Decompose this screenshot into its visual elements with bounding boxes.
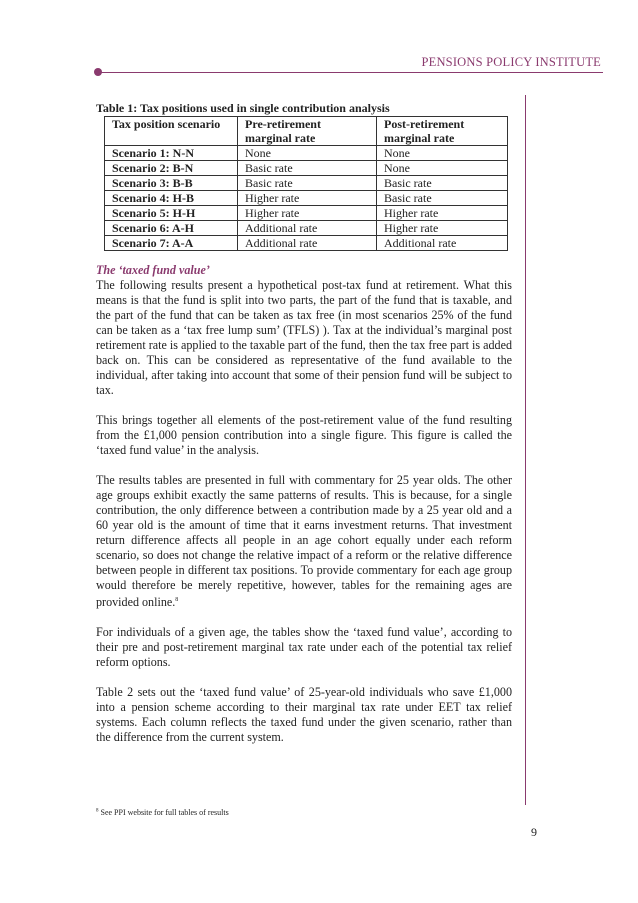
table-row xyxy=(105,161,508,176)
table-row xyxy=(105,206,508,221)
running-header: PENSIONS POLICY INSTITUTE xyxy=(421,55,601,69)
margin-rule xyxy=(525,95,526,805)
footnote xyxy=(96,808,512,817)
page-number: 9 xyxy=(531,825,537,839)
table-row xyxy=(105,176,508,191)
table-cell: None xyxy=(238,146,377,161)
table-row xyxy=(105,221,508,236)
table-cell: Higher rate xyxy=(238,191,377,206)
table-cell: Additional rate xyxy=(238,236,377,251)
table-cell: Scenario 4: H-B xyxy=(105,191,238,206)
header-rule xyxy=(98,72,603,73)
table-cell: None xyxy=(377,161,508,176)
body-paragraph: This brings together all elements of the post-retirement value of the fund resulting from the £1,000 pension contribution into a single figure. This figure is called the ‘taxed fund value’ in the analysis. xyxy=(96,413,512,457)
column-header: Pre-retirement marginal rate xyxy=(238,117,377,146)
main-content xyxy=(96,101,512,760)
column-header: Post-retirement marginal rate xyxy=(377,117,508,146)
table-cell: Basic rate xyxy=(238,161,377,176)
footnote-marker: 8 xyxy=(96,808,99,814)
table-cell: Higher rate xyxy=(377,206,508,221)
table-cell: Basic rate xyxy=(377,176,508,191)
table-cell: Higher rate xyxy=(377,221,508,236)
footnote-text: See PPI website for full tables of results xyxy=(100,808,229,817)
table-row xyxy=(105,191,508,206)
table-cell: Basic rate xyxy=(238,176,377,191)
footnote-reference[interactable]: 8 xyxy=(175,597,179,603)
body-paragraph: For individuals of a given age, the tables show the ‘taxed fund value’, according to their pre and post-retirement marginal tax rate under each of the potential tax relief reform options. xyxy=(96,625,512,670)
table-cell: Scenario 7: A-A xyxy=(105,236,238,251)
column-header: Tax position scenario xyxy=(105,117,238,146)
table-cell: Higher rate xyxy=(238,206,377,221)
table-cell: Scenario 2: B-N xyxy=(105,161,238,176)
table-row xyxy=(105,146,508,161)
section-heading: The ‘taxed fund value’ xyxy=(96,263,210,277)
table-cell: Additional rate xyxy=(377,236,508,251)
table-cell: Scenario 6: A-H xyxy=(105,221,238,236)
table-cell: Scenario 5: H-H xyxy=(105,206,238,221)
tax-positions-table xyxy=(104,116,508,251)
table-cell: Scenario 1: N-N xyxy=(105,146,238,161)
table-caption: Table 1: Tax positions used in single contribution analysis xyxy=(96,101,390,115)
body-paragraph: The following results present a hypothetical post-tax fund at retirement. What this means is that the fund is split into two parts, the part of the fund that is taxable, and the part of the fund that can be taken as tax free (in most scenarios 25% of the fund can be taken as a ‘tax free lump sum’ (TFLS) ). Tax at the individual’s marginal post retirement rate is applied to the taxable part of the fund, then the tax free part is added back on. This can be considered as representative of the fund available to the individual, after taking into account that some of their pension fund will be subject to tax. xyxy=(96,278,512,397)
table-row xyxy=(105,236,508,251)
table-cell: Additional rate xyxy=(238,221,377,236)
table-cell: Basic rate xyxy=(377,191,508,206)
table-cell: Scenario 3: B-B xyxy=(105,176,238,191)
body-paragraph xyxy=(96,473,512,610)
table-header-row xyxy=(105,117,508,146)
paragraph-text: The results tables are presented in full with commentary for 25 year olds. The other age groups exhibit exactly the same patterns of results. This is because, for a single contribution, the only difference between a contribution made by a 25 year old and a 60 year old is the amount of time that it earns investment returns. That investment return difference affects all people in an age cohort equally under each reform scenario, so does not change the relative impact of a reform or the relative difference between people in different tax positions. To provide commentary for each age group would therefore be merely repetitive, however, tables for the remaining ages are provided online. xyxy=(96,473,512,610)
body-paragraph: Table 2 sets out the ‘taxed fund value’ of 25-year-old individuals who save £1,000 into a pension scheme according to their marginal tax rate under EET tax relief systems. Each column reflects the taxed fund under the given scenario, rather than the difference from the current system. xyxy=(96,685,512,745)
table-cell: None xyxy=(377,146,508,161)
